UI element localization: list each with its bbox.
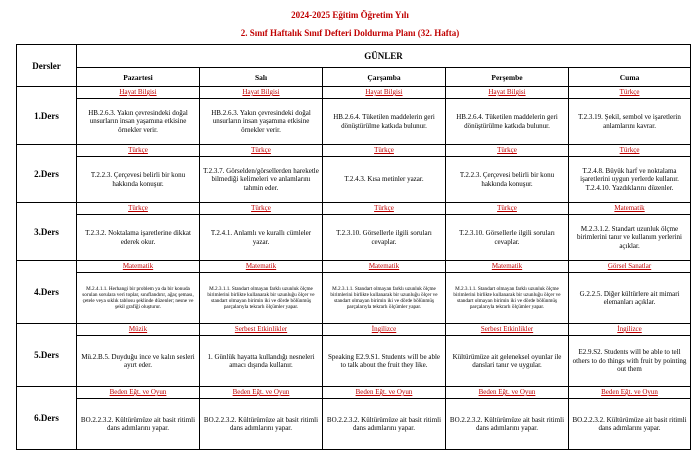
lesson-cell-sali	[200, 261, 323, 324]
lesson-cell-cuma	[569, 387, 691, 450]
outcome-text: BO.2.2.3.2. Kültürümüze ait basit ritimli dans adımlarını yapar.	[80, 415, 196, 432]
outcome-text: HB.2.6.3. Yakın çevresindeki doğal unsurların insan yaşamına etkisine örnekler verir.	[211, 108, 311, 134]
outcome-text: HB.2.6.4. Tüketilen maddelerin geri dönüştürülme katkıda bulunur.	[333, 113, 435, 130]
outcome-text: Speaking E2.9.S1. Students will be able to talk about the fruit they like.	[328, 352, 440, 369]
lesson-cell-sali	[200, 324, 323, 387]
lesson-cell-pazartesi	[77, 387, 200, 450]
cell-content-box	[569, 87, 690, 144]
lesson-row	[17, 145, 691, 203]
subject-label: Müzik	[77, 324, 199, 336]
subject-label: Beden Eğt. ve Oyun	[200, 387, 322, 399]
lesson-cell-pazartesi	[77, 261, 200, 324]
day-header-pazartesi: Pazartesi	[77, 68, 200, 87]
cell-content-box	[446, 324, 568, 386]
subject-label: Beden Eğt. ve Oyun	[446, 387, 568, 399]
lesson-label: 1.Ders	[17, 87, 77, 145]
lesson-cell-persembe	[446, 324, 569, 387]
subject-label: Matematik	[569, 203, 690, 215]
outcome-text: T.2.3.10. Görsellerle ilgili soruları cevaplar.	[336, 229, 432, 246]
outcome-text: T.2.3.10. Görsellerle ilgili soruları cevaplar.	[459, 229, 555, 246]
subject-label: Hayat Bilgisi	[77, 87, 199, 99]
subject-label: Türkçe	[323, 145, 445, 157]
lesson-cell-sali	[200, 203, 323, 261]
outcome-text: BO.2.2.3.2. Kültürümüze ait basit ritimli dans adımlarını yapar.	[326, 415, 442, 432]
lesson-cell-pazartesi	[77, 324, 200, 387]
subject-label: Türkçe	[77, 203, 199, 215]
outcome-text: M.2.3.1.2. Standart uzunluk ölçme birimlerini tanır ve kullanım yerlerini açıklar.	[577, 224, 683, 250]
outcome-text: T.2.3.7. Görselden/görsellerden hareketle bilmediği kelimeleri ve anlamlarını tahmin eder.	[203, 166, 319, 192]
outcome-text: T.2.4.8. Büyük harf ve noktalama işaretlerini uygun yerlerde kullanır. T.2.4.10. Yazdıklarını düzenler.	[580, 166, 679, 192]
cell-content-box	[569, 324, 690, 386]
cell-content-box	[446, 387, 568, 449]
subject-label: Türkçe	[446, 145, 568, 157]
outcome-text: Kültürümüze ait geleneksel oyunlar ile danslari tanır ve uygular.	[452, 352, 562, 369]
lesson-cell-carsamba	[323, 324, 446, 387]
cell-content-box	[446, 203, 568, 260]
subject-label: Türkçe	[569, 145, 690, 157]
day-header-carsamba: Çarşamba	[323, 68, 446, 87]
lesson-cell-cuma	[569, 324, 691, 387]
gunler-header: GÜNLER	[77, 45, 691, 68]
subject-label: İngilizce	[569, 324, 690, 336]
dersler-header: Dersler	[17, 45, 77, 87]
lesson-cell-cuma	[569, 145, 691, 203]
outcome-text: T.2.4.3. Kısa metinler yazar.	[344, 175, 424, 184]
subject-label: Matematik	[77, 261, 199, 273]
cell-content-box	[200, 387, 322, 449]
subject-label: Beden Eğt. ve Oyun	[323, 387, 445, 399]
lesson-cell-carsamba	[323, 145, 446, 203]
subject-label: Matematik	[200, 261, 322, 273]
cell-content-box	[77, 324, 199, 386]
subject-label: Serbest Etkinlikler	[200, 324, 322, 336]
outcome-text: T.2.2.3. Çerçevesi belirli bir konu hakkında konuşur.	[459, 171, 555, 188]
subject-label: Görsel Sanatlar	[569, 261, 690, 273]
lesson-label: 5.Ders	[17, 324, 77, 387]
lesson-cell-persembe	[446, 87, 569, 145]
cell-content-box	[446, 261, 568, 323]
cell-content-box	[77, 387, 199, 449]
outcome-text: BO.2.2.3.2. Kültürümüze ait basit ritimli dans adımlarını yapar.	[572, 415, 687, 432]
lesson-cell-sali	[200, 87, 323, 145]
cell-content-box	[323, 261, 445, 323]
lesson-cell-carsamba	[323, 261, 446, 324]
cell-content-box	[200, 145, 322, 202]
lesson-row	[17, 324, 691, 387]
lesson-label: 3.Ders	[17, 203, 77, 261]
lesson-cell-cuma	[569, 261, 691, 324]
subject-label: Türkçe	[569, 87, 690, 99]
subject-label: Serbest Etkinlikler	[446, 324, 568, 336]
lesson-label: 4.Ders	[17, 261, 77, 324]
lesson-row	[17, 87, 691, 145]
subject-label: Beden Eğt. ve Oyun	[77, 387, 199, 399]
subject-label: Hayat Bilgisi	[200, 87, 322, 99]
lesson-cell-persembe	[446, 261, 569, 324]
cell-content-box	[323, 324, 445, 386]
lesson-cell-persembe	[446, 387, 569, 450]
day-header-persembe: Perşembe	[446, 68, 569, 87]
subject-label: Beden Eğt. ve Oyun	[569, 387, 690, 399]
cell-content-box	[323, 87, 445, 144]
outcome-text: 1. Günlük hayatta kullandığı nesneleri amacı dışında kullanır.	[207, 352, 315, 369]
outcome-text: T.2.2.3. Çerçevesi belirli bir konu hakkında konuşur.	[90, 171, 186, 188]
cell-content-box	[569, 145, 690, 202]
subject-label: Matematik	[446, 261, 568, 273]
outcome-text: M.2.3.1.1. Standart olmayan farklı uzunluk ölçme birimlerini birlikte kullanarak bir uzunluğu ölçer ve standart olmayan birimin iki ve dörde bölünmüş parçalarıyla tekrarlı ölçümler yapar.	[453, 285, 561, 311]
lesson-cell-pazartesi	[77, 203, 200, 261]
cell-content-box	[323, 145, 445, 202]
lesson-cell-persembe	[446, 145, 569, 203]
lesson-cell-cuma	[569, 87, 691, 145]
outcome-text: Mü.2.B.5. Duyduğu ince ve kalın sesleri ayırt eder.	[81, 352, 195, 369]
lesson-cell-pazartesi	[77, 145, 200, 203]
lesson-cell-carsamba	[323, 203, 446, 261]
school-year-title: 2024-2025 Eğitim Öğretim Yılı	[291, 10, 409, 20]
day-header-cuma: Cuma	[569, 68, 691, 87]
subject-label: Türkçe	[200, 203, 322, 215]
lesson-row	[17, 261, 691, 324]
cell-content-box	[200, 324, 322, 386]
subject-label: Türkçe	[323, 203, 445, 215]
outcome-text: G.2.2.5. Diğer kültürlere ait mimari elemanları açıklar.	[579, 289, 680, 306]
lesson-cell-pazartesi	[77, 87, 200, 145]
lesson-cell-carsamba	[323, 387, 446, 450]
lesson-cell-persembe	[446, 203, 569, 261]
lesson-row	[17, 387, 691, 450]
outcome-text: E2.9.S2. Students will be able to tell others to do things with fruit by pointing out them	[572, 348, 687, 374]
subject-label: Türkçe	[200, 145, 322, 157]
cell-content-box	[200, 87, 322, 144]
outcome-text: M.2.3.1.1. Standart olmayan farklı uzunluk ölçme birimlerini birlikte kullanarak bir uzunluğu ölçer ve standart olmayan birimin iki ve dörde bölünmüş parçalarıyla tekrarlı ölçümler yapar.	[330, 285, 438, 311]
cell-content-box	[77, 203, 199, 260]
outcome-text: HB.2.6.3. Yakın çevresindeki doğal unsurların insan yaşamına etkisine örnekler verir.	[88, 108, 188, 134]
cell-content-box	[77, 145, 199, 202]
subject-label: Hayat Bilgisi	[323, 87, 445, 99]
cell-content-box	[323, 387, 445, 449]
subject-label: Hayat Bilgisi	[446, 87, 568, 99]
cell-content-box	[200, 261, 322, 323]
cell-content-box	[569, 261, 690, 323]
outcome-text: BO.2.2.3.2. Kültürümüze ait basit ritimli dans adımlarını yapar.	[449, 415, 565, 432]
cell-content-box	[569, 387, 690, 449]
lesson-label: 2.Ders	[17, 145, 77, 203]
plan-title: 2. Sınıf Haftalık Sınıf Defteri Doldurma Planı (32. Hafta)	[240, 28, 460, 38]
plan-body	[17, 87, 691, 450]
lesson-cell-sali	[200, 145, 323, 203]
cell-content-box	[446, 145, 568, 202]
cell-content-box	[569, 203, 690, 260]
outcome-text: M.2.3.1.1. Standart olmayan farklı uzunluk ölçme birimlerini birlikte kullanarak bir uzunluğu ölçer ve standart olmayan birimin iki ve dörde bölünmüş parçalarıyla tekrarlı ölçümler yapar.	[207, 285, 315, 311]
lesson-cell-carsamba	[323, 87, 446, 145]
cell-content-box	[323, 203, 445, 260]
day-header-sali: Salı	[200, 68, 323, 87]
weekly-plan-table	[16, 44, 691, 450]
outcome-text: T.2.3.19. Şekil, sembol ve işaretlerin anlamlarını kavrar.	[578, 113, 681, 130]
subject-label: Matematik	[323, 261, 445, 273]
lesson-row	[17, 203, 691, 261]
cell-content-box	[77, 87, 199, 144]
outcome-text: T.2.3.2. Noktalama işaretlerine dikkat ederek okur.	[85, 229, 191, 246]
outcome-text: T.2.4.1. Anlamlı ve kurallı cümleler yazar.	[210, 229, 312, 246]
outcome-text: HB.2.6.4. Tüketilen maddelerin geri dönüştürülme katkıda bulunur.	[456, 113, 558, 130]
cell-content-box	[200, 203, 322, 260]
cell-content-box	[446, 87, 568, 144]
subject-label: Türkçe	[77, 145, 199, 157]
outcome-text: M.2.4.1.1. Herhangi bir problem ya da bir konuda sorulan sorulara veri toplar, sınıflandırır, ağaç şeması, çetele veya sıklık tablosu şeklinde düzenler; nesne ve şekil grafiği oluşturur.	[82, 285, 194, 311]
lesson-cell-cuma	[569, 203, 691, 261]
subject-label: İngilizce	[323, 324, 445, 336]
lesson-cell-sali	[200, 387, 323, 450]
lesson-label: 6.Ders	[17, 387, 77, 450]
outcome-text: BO.2.2.3.2. Kültürümüze ait basit ritimli dans adımlarını yapar.	[203, 415, 319, 432]
cell-content-box	[77, 261, 199, 323]
subject-label: Türkçe	[446, 203, 568, 215]
